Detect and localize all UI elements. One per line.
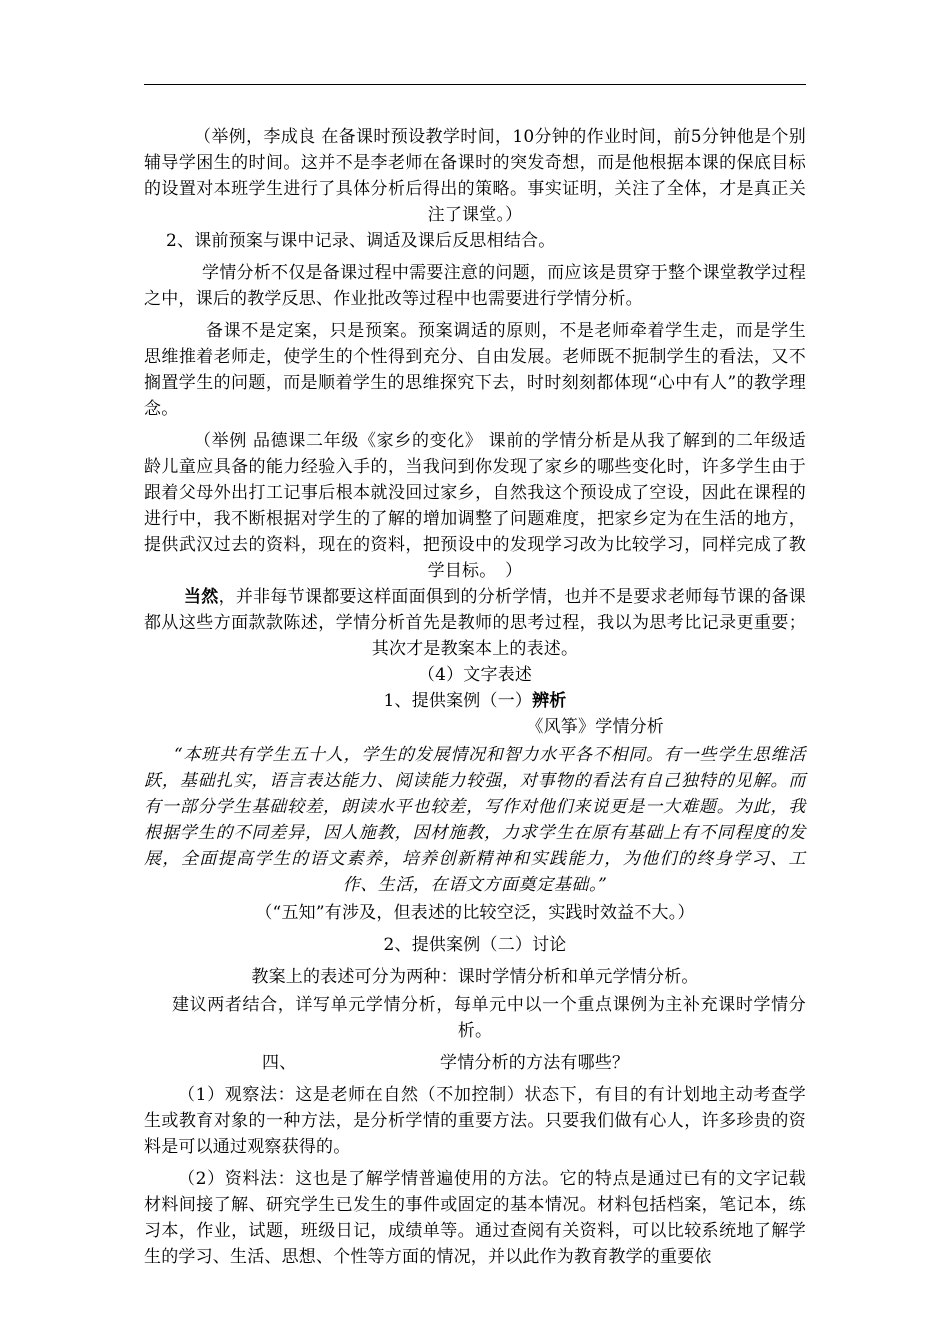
example-paragraph-2: （举例 品德课二年级《家乡的变化》 课前的学情分析是从我了解到的二年级适龄儿童应具备的能力经验入手的，当我问到你发现了家乡的哪些变化时，许多学生由于跟着父母外出打工记事后根本就没回过家乡，自然我这个预设成了空设，因此在课程的进行中，我不断根据对学生的了解的增加调整了问题难度，把家乡定为在生活的地方，提供武汉过去的资料，现在的资料，把预设中的发现学习改为比较学习，同样完成了教学目标。 ） bbox=[144, 431, 806, 581]
example-paragraph-1: （举例，李成良 在备课时预设教学时间，10分钟的作业时间，前5分钟他是个别辅导学困生的时间。这并不是李老师在备课时的突发奇想，而是他根据本课的保底目标的设置对本班学生进行了具体分析后得出的策略。事实证明，关注了全体，才是真正关注了课堂。） bbox=[144, 127, 806, 225]
method-observation: （1）观察法：这是老师在自然（不加控制）状态下，有目的有计划地主动考查学生或教育对象的一种方法，是分析学情的重要方法。只要我们做有心人，许多珍贵的资料是可以通过观察获得的。 bbox=[144, 1085, 806, 1157]
paragraph-6: 教案上的表述可分为两种：课时学情分析和单元学情分析。 bbox=[251, 967, 699, 987]
paragraph-5 bbox=[144, 584, 806, 662]
section-4-title: 学情分析的方法有哪些？ bbox=[440, 1053, 630, 1073]
case-1-title: 《风筝》学情分析 bbox=[526, 717, 664, 737]
section-heading-2: 2、课前预案与课中记录、调适及课后反思相结合。 bbox=[166, 231, 556, 251]
method-documents: （2）资料法：这也是了解学情普遍使用的方法。它的特点是通过已有的文字记载材料间接了解、研究学生已发生的事件或固定的基本情况。材料包括档案，笔记本，练习本，作业，试题，班级日记，成绩单等。通过查阅有关资料，可以比较系统地了解学生的学习、生活、思想、个性等方面的情况，并以此作为教育教学的重要依 bbox=[144, 1169, 806, 1267]
paragraph-7: 建议两者结合，详写单元学情分析，每单元中以一个重点课例为主补充课时学情分析。 bbox=[172, 995, 806, 1041]
case-2-heading: 2、提供案例（二）讨论 bbox=[383, 935, 567, 955]
paragraph-3: 备课不是定案，只是预案。预案调适的原则，不是老师牵着学生走，而是学生思维推着老师走，使学生的个性得到充分、自由发展。老师既不扼制学生的看法，又不搁置学生的问题，而是顺着学生的思维探究下去，时时刻刻都体现“心中有人”的教学理念。 bbox=[144, 321, 806, 419]
case-1-heading bbox=[144, 688, 806, 714]
paragraph-5-text: ，并非每节课都要这样面面俱到的分析学情，也并不是要求老师每节课的备课都从这些方面款款陈述，学情分析首先是教师的思考过程，我以为思考比记录更重要；其次才是教案本上的表述。 bbox=[144, 587, 806, 659]
paragraph-2: 学情分析不仅是备课过程中需要注意的问题，而应该是贯穿于整个课堂教学过程之中，课后的教学反思、作业批改等过程中也需要进行学情分析。 bbox=[144, 263, 806, 309]
subheading-text-expression: （4）文字表述 bbox=[417, 665, 533, 685]
section-4-number: 四、 bbox=[262, 1053, 297, 1073]
header-rule bbox=[144, 84, 806, 85]
emphasis-text: 当然 bbox=[184, 587, 219, 607]
document-body bbox=[144, 124, 806, 1270]
case-1-bold: 辨析 bbox=[532, 691, 567, 711]
case-1-quote: “本班共有学生五十人，学生的发展情况和智力水平各不相同。有一些学生思维活跃，基础扎实，语言表达能力、阅读能力较强，对事物的看法有自己独特的见解。而有一部分学生基础较差，朗读水平也较差，写作对他们来说更是一大难题。为此，我根据学生的不同差异，因人施教，因材施教，力求学生在原有基础上有不同程度的发展，全面提高学生的语文素养，培养创新精神和实践能力，为他们的终身学习、工作、生活，在语文方面奠定基础。” bbox=[144, 745, 806, 895]
section-heading-4 bbox=[144, 1050, 806, 1076]
case-1-note: （“五知”有涉及，但表述的比较空泛，实践时效益不大。） bbox=[255, 903, 695, 923]
case-1-prefix: 1、提供案例（一） bbox=[383, 691, 533, 711]
